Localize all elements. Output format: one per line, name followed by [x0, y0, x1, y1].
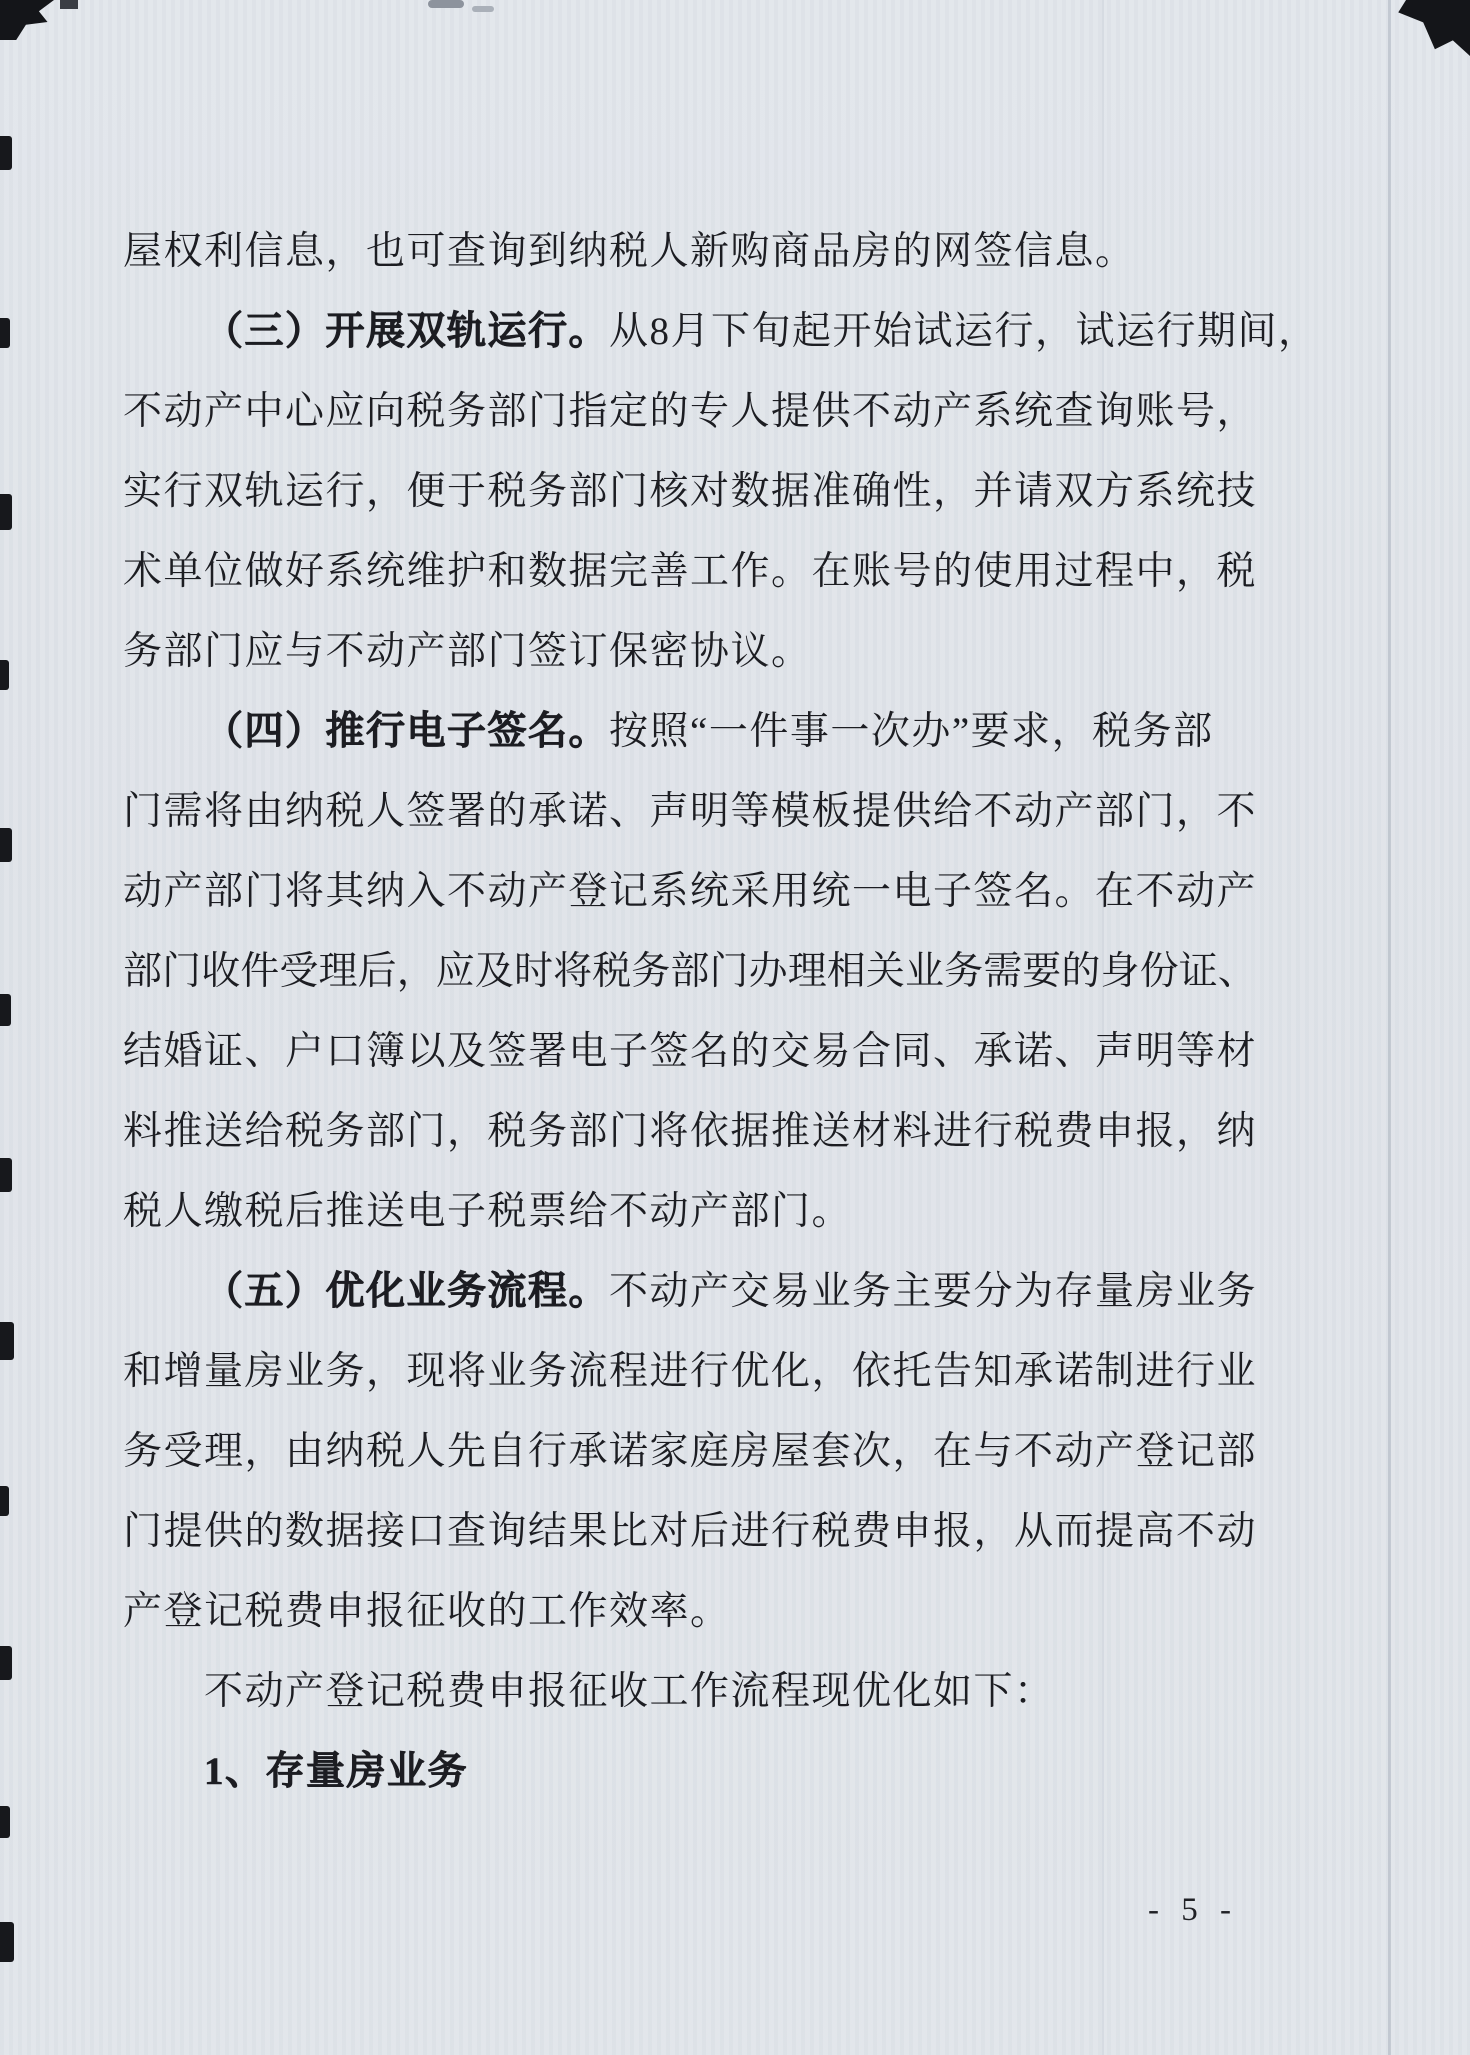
text-line [123, 692, 1263, 772]
text-line [123, 772, 1263, 852]
bold-text-segment: （三）开展双轨运行。 [204, 310, 610, 353]
text-segment: 屋权利信息，也可查询到纳税人新购商品房的网签信息。 [123, 230, 1136, 273]
text-line [123, 1412, 1263, 1492]
scan-artifact-left-edge [0, 660, 9, 690]
text-segment: 结婚证、户口簿以及签署电子签名的交易合同、承诺、声明等材 [123, 1030, 1258, 1073]
scan-crease-line [1388, 0, 1391, 2055]
scan-artifact-top-right-blob [1392, 0, 1470, 56]
bold-text-segment: （四）推行电子签名。 [204, 710, 610, 753]
text-segment: 料推送给税务部门，税务部门将依据推送材料进行税费申报，纳 [123, 1110, 1258, 1153]
text-line [123, 1332, 1263, 1412]
scan-artifact-top-speck [472, 6, 494, 12]
document-body [123, 212, 1319, 1812]
text-line [123, 1652, 1263, 1732]
text-segment: 不动产登记税费申报征收工作流程现优化如下： [204, 1670, 1055, 1713]
scan-artifact-left-edge [0, 1922, 14, 1962]
text-line [123, 212, 1263, 292]
text-line [123, 612, 1263, 692]
text-line [123, 1172, 1263, 1252]
text-segment: 动产部门将其纳入不动产登记系统采用统一电子签名。在不动产 [123, 870, 1258, 913]
text-segment: 实行双轨运行，便于税务部门核对数据准确性，并请双方系统技 [123, 470, 1258, 513]
scan-artifact-top-speck [428, 0, 464, 8]
scan-artifact-left-edge [0, 1646, 12, 1680]
bold-text-segment: 1、存量房业务 [204, 1750, 469, 1793]
text-line [123, 1732, 1263, 1812]
text-line [123, 1572, 1263, 1652]
text-segment: 税人缴税后推送电子税票给不动产部门。 [123, 1190, 853, 1233]
bold-text-segment: （五）优化业务流程。 [204, 1270, 610, 1313]
text-line [123, 1012, 1263, 1092]
text-segment: 务部门应与不动产部门签订保密协议。 [123, 630, 812, 673]
page-number: - 5 - [1148, 1892, 1238, 1928]
text-line [123, 932, 1263, 1012]
scan-artifact-left-edge [0, 318, 10, 348]
text-segment: 不动产中心应向税务部门指定的专人提供不动产系统查询账号， [123, 390, 1258, 433]
text-line [123, 1492, 1263, 1572]
scan-artifact-left-edge [0, 1158, 12, 1192]
scan-artifact-left-edge [0, 828, 12, 862]
text-segment: 按照“一件事一次办”要求，税务部 [609, 710, 1214, 753]
scan-artifact-left-edge [0, 994, 11, 1026]
text-line [123, 372, 1263, 452]
scan-artifact-left-edge [0, 136, 12, 170]
scan-artifact-left-edge [0, 1322, 14, 1360]
text-segment: 术单位做好系统维护和数据完善工作。在账号的使用过程中，税 [123, 550, 1258, 593]
scan-artifact-top-left-speck [60, 0, 78, 9]
text-segment: 部门收件受理后，应及时将税务部门办理相关业务需要的身份证、 [123, 950, 1257, 993]
text-line [123, 1092, 1263, 1172]
text-segment: 门需将由纳税人签署的承诺、声明等模板提供给不动产部门，不 [123, 790, 1258, 833]
text-line [123, 532, 1263, 612]
text-line [123, 292, 1319, 372]
text-segment: 门提供的数据接口查询结果比对后进行税费申报，从而提高不动 [123, 1510, 1258, 1553]
text-segment: 产登记税费申报征收的工作效率。 [123, 1590, 731, 1633]
text-line [123, 452, 1263, 532]
scan-artifact-left-edge [0, 494, 12, 530]
text-segment: 不动产交易业务主要分为存量房业务 [609, 1270, 1258, 1313]
text-segment: 从8月下旬起开始试运行，试运行期间， [609, 310, 1319, 353]
text-line [123, 1252, 1263, 1332]
scan-artifact-top-left-blob [0, 0, 54, 40]
scan-artifact-left-edge [0, 1806, 10, 1838]
text-line [123, 852, 1263, 932]
text-segment: 务受理，由纳税人先自行承诺家庭房屋套次，在与不动产登记部 [123, 1430, 1258, 1473]
scan-artifact-left-edge [0, 1486, 9, 1516]
text-segment: 和增量房业务，现将业务流程进行优化，依托告知承诺制进行业 [123, 1350, 1258, 1393]
